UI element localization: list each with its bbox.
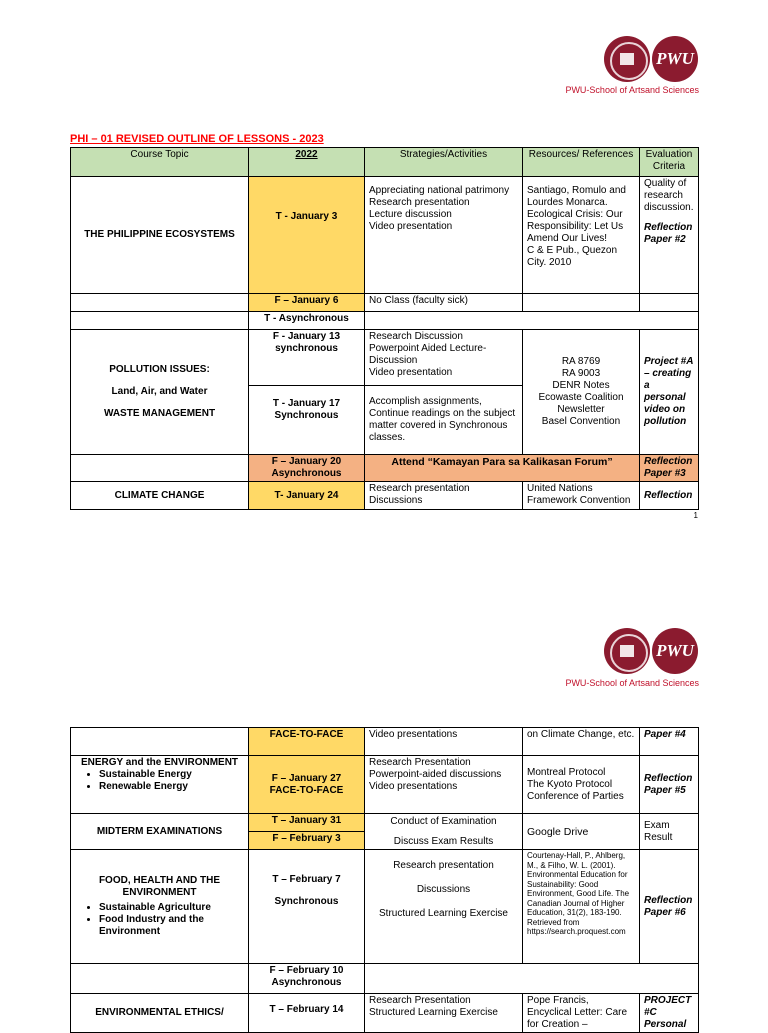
strategies-cell: Video presentations	[365, 728, 523, 756]
pwu-logo: PWU	[652, 628, 698, 674]
table-row	[71, 455, 699, 482]
schedule-date: F - January 13 synchronous	[249, 330, 365, 386]
strategies-cell: Appreciating national patrimony Research presentation Lecture discussion Video presentation	[365, 177, 523, 294]
resources-cell: RA 8769 RA 9003 DENR Notes Ecowaste Coalition Newsletter Basel Convention	[523, 330, 640, 455]
table-row	[71, 994, 699, 1033]
resources-cell: Pope Francis, Encyclical Letter: Care for Creation –	[523, 994, 640, 1033]
resources-cell: Montreal Protocol The Kyoto Protocol Conference of Parties	[523, 756, 640, 814]
course-topic: THE PHILIPPINE ECOSYSTEMS	[71, 177, 249, 294]
course-topic: FOOD, HEALTH AND THE ENVIRONMENT • Sustainable Agriculture • Food Industry and the Environment	[71, 850, 249, 964]
university-seal-logo	[604, 628, 650, 674]
evaluation-cell: Paper #4	[640, 728, 699, 756]
table-row	[71, 177, 699, 294]
strategies-cell: Accomplish assignments, Continue readings on the subject matter covered in Synchronous classes.	[365, 386, 523, 455]
pwu-logo: PWU	[652, 36, 698, 82]
document-title: PHI – 01 REVISED OUTLINE OF LESSONS - 2023	[70, 133, 324, 145]
schedule-date: F – January 20 Asynchronous	[249, 455, 365, 482]
resources-cell: Courtenay-Hall, P., Ahlberg, M., & Filho, W. L. (2001). Environmental Education for Sustainability: Good Environment, Good Life. The Canadian Journal of Higher Education, 31(2), 183-190. Retrieved from https://search.proquest.com	[523, 850, 640, 964]
schedule-date: T- January 24	[249, 482, 365, 510]
schedule-date: T – January 31	[249, 814, 365, 832]
topic-subitems: • Sustainable Agriculture • Food Industry and the Environment	[75, 902, 244, 938]
column-header-strategies: Strategies/Activities	[365, 148, 523, 177]
lesson-outline-table	[70, 727, 699, 1033]
topic-subitems: • Sustainable Energy • Renewable Energy	[75, 769, 244, 793]
resources-cell: Santiago, Romulo and Lourdes Monarca. Ecological Crisis: Our Responsibility: Let Us Amend Our Lives! C & E Pub., Quezon City. 2010	[523, 177, 640, 294]
schedule-date: F – January 27 FACE-TO-FACE	[249, 756, 365, 814]
table-row	[71, 814, 699, 832]
table-row	[71, 482, 699, 510]
schedule-date: F – February 10 Asynchronous	[249, 964, 365, 994]
course-topic: ENERGY and the ENVIRONMENT • Sustainable Energy • Renewable Energy	[71, 756, 249, 814]
lesson-outline-table	[70, 147, 699, 510]
schedule-date: T – February 7 Synchronous	[249, 850, 365, 964]
evaluation-cell: Reflection	[640, 482, 699, 510]
resources-cell: on Climate Change, etc.	[523, 728, 640, 756]
course-topic: POLLUTION ISSUES: Land, Air, and Water WASTE MANAGEMENT	[71, 330, 249, 455]
forum-activity: Attend “Kamayan Para sa Kalikasan Forum”	[365, 455, 640, 482]
strategies-cell: Research Presentation Structured Learning Exercise	[365, 994, 523, 1033]
document-page-2	[0, 512, 768, 1030]
column-header-evaluation: Evaluation Criteria	[640, 148, 699, 177]
table-row	[71, 728, 699, 756]
schedule-date: F – February 3	[249, 832, 365, 850]
table-row	[71, 850, 699, 964]
schedule-date: T – February 14	[249, 994, 365, 1033]
evaluation-cell: Reflection Paper #5	[640, 756, 699, 814]
column-header-topic: Course Topic	[71, 148, 249, 177]
course-topic: ENVIRONMENTAL ETHICS/	[71, 994, 249, 1033]
school-name: PWU-School of Artsand Sciences	[565, 678, 699, 688]
strategies-cell: Research Presentation Powerpoint-aided discussions Video presentations	[365, 756, 523, 814]
schedule-date: T - January 3	[249, 177, 365, 294]
resources-cell: Google Drive	[523, 814, 640, 850]
course-topic: CLIMATE CHANGE	[71, 482, 249, 510]
table-row	[71, 964, 699, 994]
evaluation-cell: Reflection Paper #3	[640, 455, 699, 482]
evaluation-cell: Project #A – creating a personal video on pollution	[640, 330, 699, 455]
table-row	[71, 294, 699, 312]
schedule-date: T - Asynchronous	[249, 312, 365, 330]
header-logos	[604, 628, 698, 674]
evaluation-cell: PROJECT #C Personal	[640, 994, 699, 1033]
schedule-date: FACE-TO-FACE	[249, 728, 365, 756]
table-row	[71, 756, 699, 814]
header-logos	[604, 36, 698, 82]
strategies-cell: Research presentation Discussions	[365, 482, 523, 510]
course-topic: MIDTERM EXAMINATIONS	[71, 814, 249, 850]
school-name: PWU-School of Artsand Sciences	[565, 85, 699, 95]
table-header-row	[71, 148, 699, 177]
table-row	[71, 312, 699, 330]
schedule-date: F – January 6	[249, 294, 365, 312]
strategies-cell: Research Discussion Powerpoint Aided Lecture-Discussion Video presentation	[365, 330, 523, 386]
evaluation-cell: Quality of research discussion. Reflection Paper #2	[640, 177, 699, 294]
strategies-cell: No Class (faculty sick)	[365, 294, 523, 312]
strategies-cell: Conduct of Examination Discuss Exam Results	[365, 814, 523, 850]
resources-cell: United Nations Framework Convention	[523, 482, 640, 510]
university-seal-logo	[604, 36, 650, 82]
column-header-year: 2022	[249, 148, 365, 177]
column-header-resources: Resources/ References	[523, 148, 640, 177]
evaluation-cell: Reflection Paper #6	[640, 850, 699, 964]
page-number: 1	[693, 511, 698, 520]
strategies-cell: Research presentation Discussions Structured Learning Exercise	[365, 850, 523, 964]
evaluation-cell: Exam Result	[640, 814, 699, 850]
schedule-date: T - January 17 Synchronous	[249, 386, 365, 455]
table-row	[71, 330, 699, 386]
